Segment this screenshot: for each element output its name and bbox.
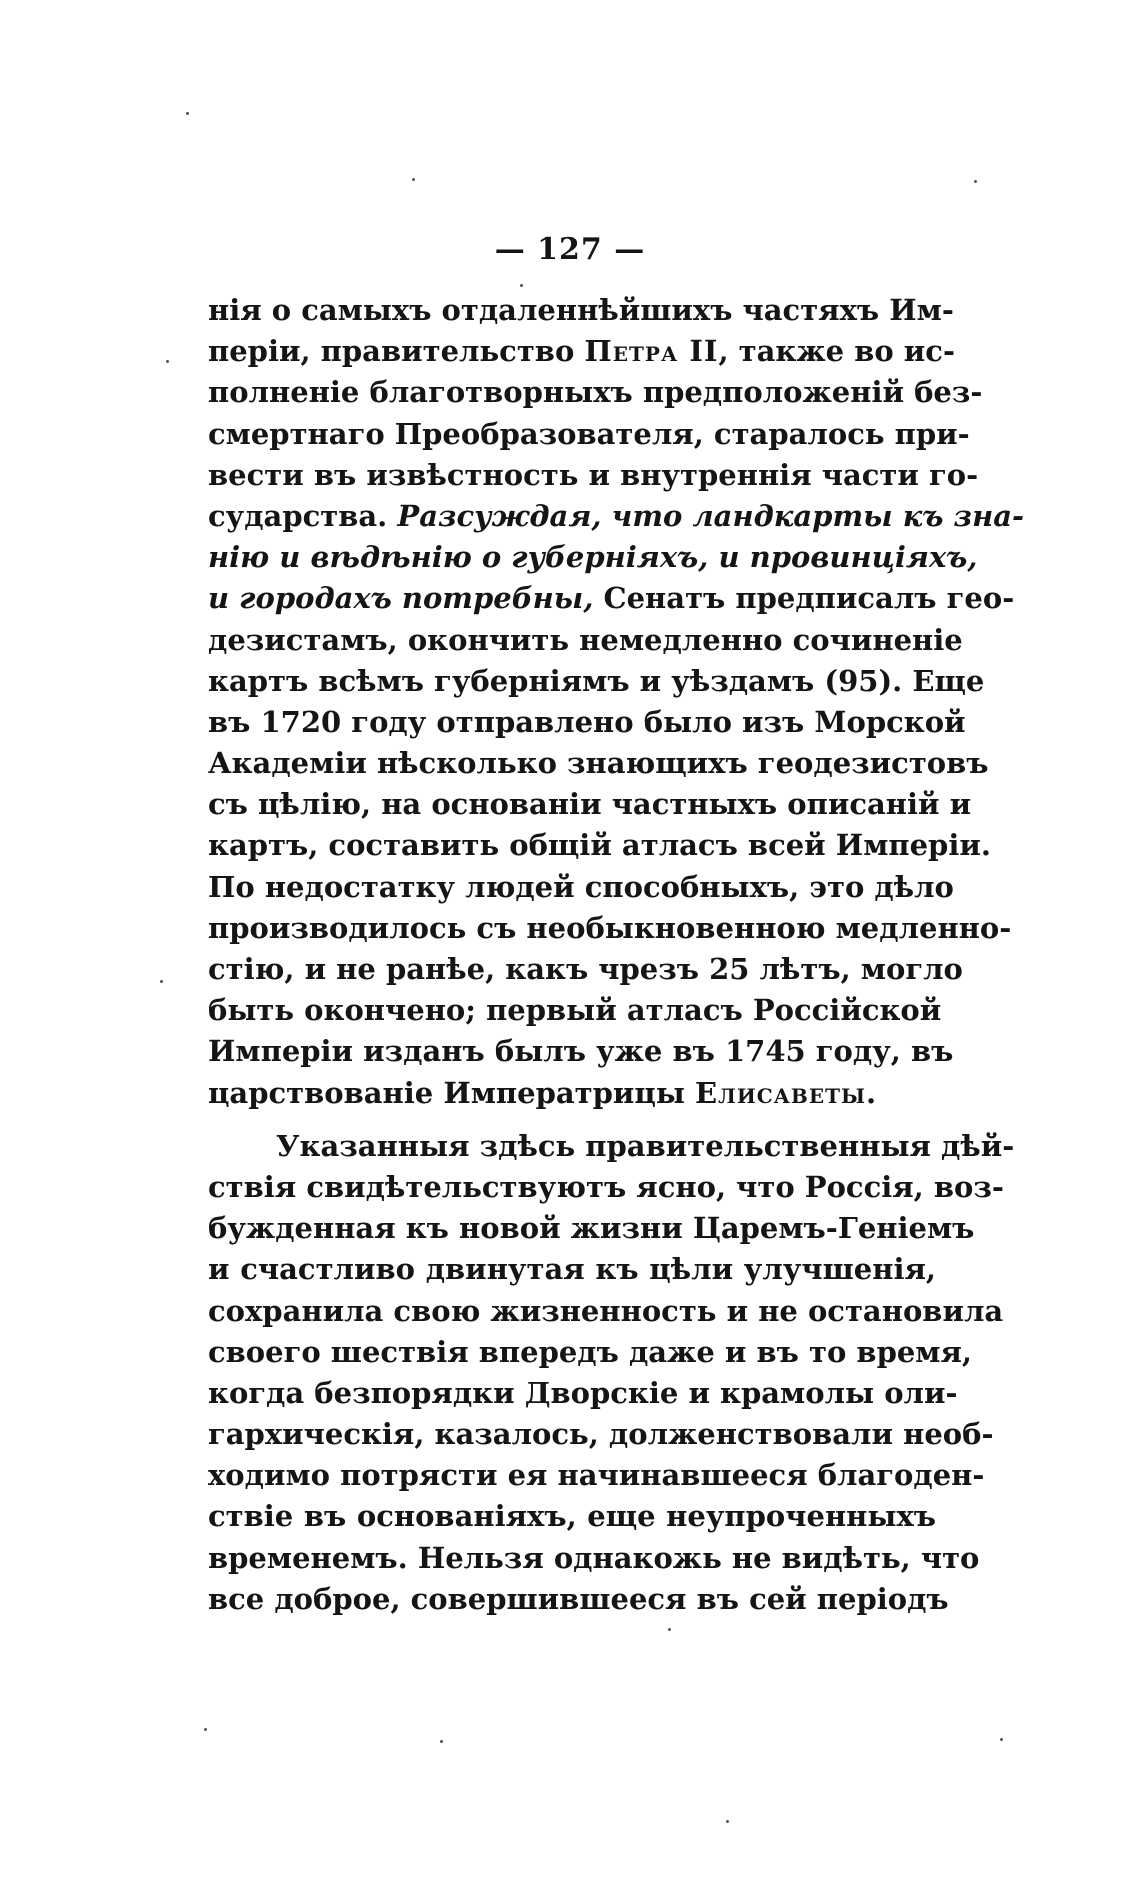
text-run: Сенатъ предписалъ гео- bbox=[593, 581, 1015, 616]
text-line: бужденная къ новой жизни Царемъ-Геніемъ bbox=[208, 1211, 975, 1246]
text-line: и счастливо двинутая къ цѣли улучшенія, bbox=[208, 1252, 936, 1287]
scan-speck bbox=[974, 180, 977, 183]
scan-speck bbox=[440, 1740, 443, 1743]
text-line: нія о самыхъ отдаленнѣйшихъ частяхъ Им- bbox=[208, 293, 954, 327]
scan-speck bbox=[204, 1728, 207, 1731]
text-line: По недостатку людей способныхъ, это дѣло bbox=[208, 869, 954, 904]
scan-speck bbox=[412, 178, 415, 181]
text-line: сохранила свою жизненность и не остановила bbox=[208, 1293, 1004, 1328]
text-line: въ 1720 году отправлено было изъ Морской bbox=[208, 704, 966, 739]
scan-speck bbox=[160, 980, 163, 983]
text-line bbox=[208, 496, 1025, 537]
text-line bbox=[208, 578, 1015, 619]
text-line: ходимо потрясти ея начинавшееся благоден- bbox=[208, 1458, 985, 1493]
text-line: быть окончено; первый атласъ Россійской bbox=[208, 993, 942, 1028]
text-line bbox=[208, 1073, 936, 1114]
text-line: производилось съ необыкновенною медленно- bbox=[208, 910, 1012, 945]
text-run: періи, правительство bbox=[208, 334, 585, 369]
text-run: сударства. bbox=[208, 498, 398, 533]
text-line: своего шествія впередъ даже и въ то время, bbox=[208, 1334, 973, 1369]
text-line: временемъ. Нельзя однакожь не видѣть, что bbox=[208, 1540, 980, 1575]
text-line: все доброе, совершившееся въ сей періодъ bbox=[208, 1581, 949, 1616]
text-line: смертнаго Преобразователя, старалось при- bbox=[208, 416, 970, 451]
text-line: стію, и не ранѣе, какъ чрезъ 25 лѣтъ, могло bbox=[208, 952, 963, 986]
text-line: ствіе въ основаніяхъ, еще неупроченныхъ bbox=[208, 1499, 936, 1534]
text-line: когда безпорядки Дворскіе и крамолы оли- bbox=[208, 1375, 958, 1410]
text-line: вести въ извѣстность и внутреннія части го- bbox=[208, 457, 979, 492]
text-line: Указанныя здѣсь правительственныя дѣй- bbox=[276, 1128, 1015, 1163]
text-line: съ цѣлію, на основаніи частныхъ описаній и bbox=[208, 787, 972, 822]
text-line: полненіе благотворныхъ предположеній без- bbox=[208, 375, 983, 410]
text-run: царствованіе Императрицы bbox=[208, 1075, 696, 1110]
quotation: и городахъ потребны, bbox=[208, 581, 594, 616]
scan-speck bbox=[186, 112, 189, 115]
scan-speck bbox=[520, 284, 523, 287]
paragraph bbox=[208, 1126, 1015, 1620]
text-line: Имперіи изданъ былъ уже въ 1745 году, въ bbox=[208, 1034, 954, 1069]
paragraph-gap bbox=[208, 1114, 936, 1126]
text-line bbox=[208, 331, 956, 372]
text-line: ствія свидѣтельствуютъ ясно, что Россія, воз- bbox=[208, 1169, 1004, 1204]
text-line: картъ всѣмъ губерніямъ и уѣздамъ (95). Еще bbox=[208, 663, 985, 698]
scan-speck bbox=[726, 1820, 729, 1823]
text-line: нію и вѣдѣнію о губерніяхъ, и провинціяхъ, bbox=[208, 540, 978, 575]
page-number: — 127 — bbox=[494, 232, 646, 267]
text-line: картъ, составить общій атласъ всей Имперіи. bbox=[208, 828, 991, 863]
text-line: Академіи нѣсколько знающихъ геодезистовъ bbox=[208, 746, 989, 781]
scan-speck bbox=[668, 1628, 671, 1631]
text-line: гархическія, казалось, долженствовали необ- bbox=[208, 1417, 994, 1452]
text-line: дезистамъ, окончить немедленно сочиненіе bbox=[208, 622, 963, 657]
emperor-name: Петра II bbox=[584, 334, 719, 369]
text-run: , также во ис- bbox=[718, 334, 956, 369]
scan-speck bbox=[166, 360, 169, 363]
empress-name: Елисаветы. bbox=[695, 1075, 878, 1110]
scan-speck bbox=[1000, 1738, 1003, 1741]
paragraph bbox=[208, 290, 1025, 1114]
quotation: Разсуждая, что ландкарты къ зна- bbox=[397, 498, 1025, 533]
body-text bbox=[208, 290, 1025, 1620]
